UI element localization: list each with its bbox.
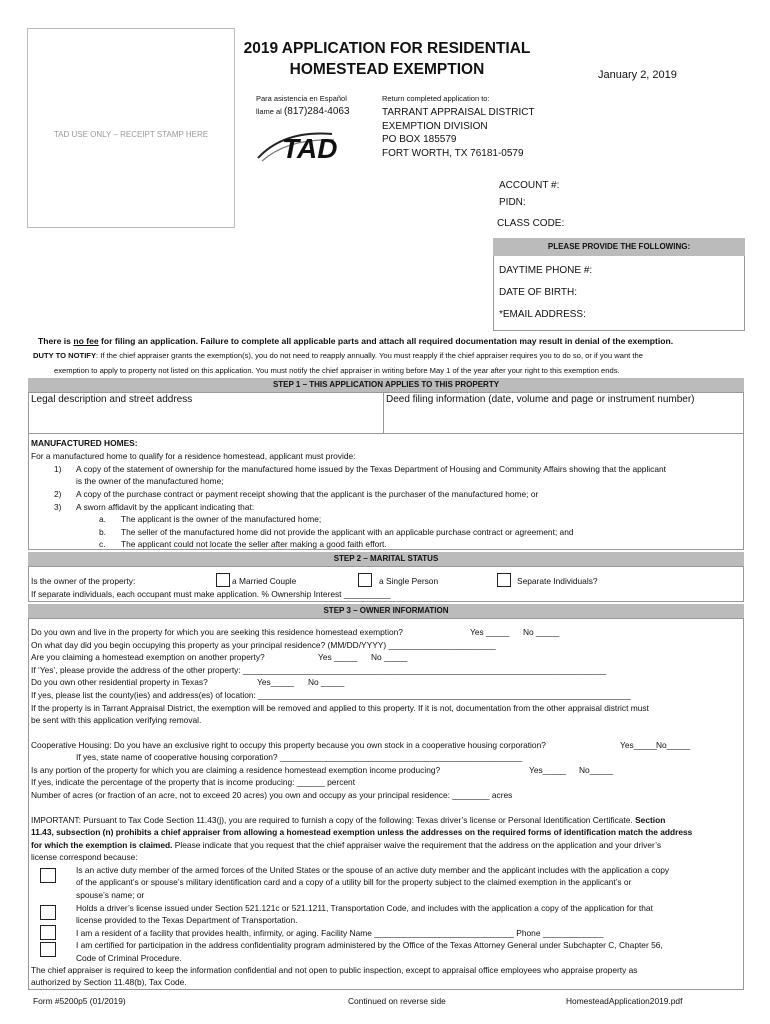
q-own-live: Do you own and live in the property for which you are seeking this residence homestead exemption? — [31, 627, 403, 637]
file-name: HomesteadApplication2019.pdf — [566, 996, 683, 1006]
step1-row-divider — [28, 433, 744, 434]
q-income-no[interactable]: No_____ — [579, 765, 613, 775]
waiver-military: Is an active duty member of the armed forces of the United States or the spouse of an active duty member and the applicant includes with the application a copy — [76, 865, 670, 875]
mh-sub: The applicant is the owner of the manufactured home; — [121, 514, 322, 524]
mh-item: A sworn affidavit by the applicant indicating that: — [76, 502, 255, 512]
step3-heading: STEP 3 – OWNER INFORMATION — [28, 604, 744, 618]
daytime-phone-field[interactable]: DAYTIME PHONE #: — [499, 265, 593, 276]
return-address: TARRANT APPRAISAL DISTRICT EXEMPTION DIVISION PO BOX 185579 FORT WORTH, TX 76181-0579 — [382, 107, 535, 159]
waiver-confidential-checkbox[interactable] — [40, 942, 56, 957]
step2-heading: STEP 2 – MARITAL STATUS — [28, 552, 744, 566]
separate-note: If separate individuals, each occupant must make application. % Ownership Interest __________ — [31, 589, 391, 599]
q-other-homestead: Are you claiming a homestead exemption on another property? — [31, 652, 265, 662]
separate-checkbox[interactable] — [497, 573, 511, 587]
email-field[interactable]: *EMAIL ADDRESS: — [499, 309, 586, 320]
q-other-address[interactable]: If ‘Yes’, please provide the address of the other property: ______________________________________________________________________________ — [31, 665, 607, 675]
continued-note: Continued on reverse side — [348, 996, 446, 1006]
fee-notice: There is no fee for filing an application. Failure to complete all applicable parts and attach all required documentation may result in denial of the exemption. — [38, 336, 674, 346]
important-note-3: for which the exemption is claimed. Please indicate that you request that the chief appraiser waive the requirement that the address on the application and your driver’s — [31, 840, 662, 850]
deed-filing-field[interactable]: Deed filing information (date, volume and page or instrument number) — [386, 394, 695, 405]
waiver-military-checkbox[interactable] — [40, 868, 56, 883]
receipt-stamp-area — [27, 28, 235, 228]
waiver-facility[interactable]: I am a resident of a facility that provides health, infirmity, or aging. Facility Name ______________________________ Phone _____________ — [76, 928, 604, 938]
q-income: Is any portion of the property for which you are claiming a residence homestead exemption income producing? — [31, 765, 441, 775]
married-checkbox[interactable] — [216, 573, 230, 587]
return-label: Return completed application to: — [382, 94, 490, 103]
married-label: a Married Couple — [232, 576, 297, 586]
tad-logo — [254, 124, 354, 164]
q-other-texas-yes[interactable]: Yes_____ — [257, 677, 294, 687]
owner-question: Is the owner of the property: — [31, 576, 136, 586]
q-coop-yes[interactable]: Yes_____ — [620, 740, 657, 750]
waiver-facility-checkbox[interactable] — [40, 925, 56, 940]
mh-sub-num: a. — [99, 514, 106, 524]
form-date: January 2, 2019 — [598, 69, 677, 81]
removal-note: If the property is in Tarrant Appraisal District, the exemption will be removed and applied to this property. If it is not, documentation from the other appraisal district must — [31, 703, 649, 713]
mh-item-num: 1) — [54, 464, 62, 474]
q-other-texas-no[interactable]: No _____ — [308, 677, 345, 687]
dob-field[interactable]: DATE OF BIRTH: — [499, 287, 577, 298]
single-label: a Single Person — [379, 576, 439, 586]
step1-heading: STEP 1 – THIS APPLICATION APPLIES TO THIS PROPERTY — [28, 378, 744, 392]
q-income-pct[interactable]: If yes, indicate the percentage of the property that is income producing: ______ percent — [31, 777, 356, 787]
mh-intro: For a manufactured home to qualify for a residence homestead, applicant must provide: — [31, 451, 356, 461]
confidential-note: The chief appraiser is required to keep the information confidential and not open to public inspection, except to appraisal office employees who appraise property as — [31, 965, 638, 975]
waiver-confidential: I am certified for participation in the address confidentiality program administered by the Office of the Texas Attorney General under Subchapter C, Chapter 56, — [76, 940, 663, 950]
account-label: ACCOUNT #: — [499, 180, 560, 191]
important-note-4: license correspond because: — [31, 852, 138, 862]
q-coop-no[interactable]: No_____ — [656, 740, 690, 750]
legal-description-field[interactable]: Legal description and street address — [31, 394, 193, 405]
class-code-label: CLASS CODE: — [497, 218, 565, 229]
mh-item: A copy of the statement of ownership for the manufactured home issued by the Texas Department of Housing and Community Affairs showing that the applicant — [76, 464, 666, 474]
step1-divider — [383, 392, 384, 434]
mh-heading: MANUFACTURED HOMES: — [31, 438, 138, 448]
q-county-address[interactable]: If yes, please list the county(ies) and address(es) of location: ________________________________________________________________________________ — [31, 690, 631, 700]
tad-logo-text: TAD — [282, 133, 338, 164]
waiver-military-cont: of the applicant’s or spouse’s military identification card and a copy of a utility bill for the property subject to the claimed exemption in the applicant’s or — [76, 877, 632, 887]
q-other-homestead-no[interactable]: No _____ — [371, 652, 408, 662]
form-number: Form #5200p5 (01/2019) — [33, 996, 126, 1006]
q-coop-name[interactable]: If yes, state name of cooperative housing corporation? ____________________________________________________ — [76, 752, 523, 762]
q-own-live-no[interactable]: No _____ — [523, 627, 560, 637]
waiver-license-checkbox[interactable] — [40, 905, 56, 920]
waiver-military-cont2: spouse’s name; or — [76, 890, 145, 900]
important-note: IMPORTANT: Pursuant to Tax Code Section 11.43(j), you are required to furnish a copy of the following: Texas driver’s license or Personal Identification Certificate. Section — [31, 815, 666, 825]
mh-sub-num: b. — [99, 527, 106, 537]
stamp-label: TAD USE ONLY – RECEIPT STAMP HERE — [53, 130, 209, 139]
mh-sub: The seller of the manufactured home did not provide the applicant with an applicable purchase contract or agreement; and — [121, 527, 574, 537]
confidential-note-cont: authorized by Section 11.48(b), Tax Code. — [31, 977, 187, 987]
pidn-label: PIDN: — [499, 197, 526, 208]
page-title: 2019 APPLICATION FOR RESIDENTIAL HOMESTEAD EXEMPTION — [243, 40, 531, 78]
q-acres[interactable]: Number of acres (or fraction of an acre, not to exceed 20 acres) you own and occupy as your principal residence: ________ acres — [31, 790, 513, 800]
waiver-confidential-cont: Code of Criminal Procedure. — [76, 953, 182, 963]
duty-notice-line2: exemption to apply to property not listed on this application. You must notify the chief appraiser in writing before May 1 of the year after your right to this exemption ends. — [54, 366, 620, 375]
mh-item-num: 2) — [54, 489, 62, 499]
q-income-yes[interactable]: Yes_____ — [529, 765, 566, 775]
separate-label: Separate Individuals? — [517, 576, 598, 586]
q-coop: Cooperative Housing: Do you have an exclusive right to occupy this property because you own stock in a cooperative housing corporation? — [31, 740, 546, 750]
duty-notice: DUTY TO NOTIFY: If the chief appraiser grants the exemption(s), you do not need to reapply annually. You must reapply if the chief appraiser requires you to do so, or if you want the — [33, 351, 643, 360]
important-note-2: 11.43, subsection (n) prohibits a chief appraiser from allowing a homestead exemption unless the addresses on the required forms of identification match the address — [31, 827, 693, 837]
mh-item-cont: is the owner of the manufactured home; — [76, 476, 224, 486]
spanish-assist: Para asistencia en Español — [256, 94, 347, 103]
q-other-texas: Do you own other residential property in Texas? — [31, 677, 208, 687]
waiver-license: Holds a driver’s license issued under Section 521.121c or 521.1211, Transportation Code, and includes with the application a copy of the application for that — [76, 903, 653, 913]
mh-item: A copy of the purchase contract or payment receipt showing that the applicant is the purchaser of the manufactured home; or — [76, 489, 539, 499]
waiver-license-cont: license provided to the Texas Department of Transportation. — [76, 915, 298, 925]
single-checkbox[interactable] — [358, 573, 372, 587]
q-occupy-date[interactable]: On what day did you begin occupying this property as your principal residence? (MM/DD/YYYY) _______________________ — [31, 640, 496, 650]
mh-item-num: 3) — [54, 502, 62, 512]
removal-note-cont: be sent with this application verifying removal. — [31, 715, 202, 725]
spanish-phone-line: llame al (817)284-4063 — [256, 106, 350, 117]
mh-sub: The applicant could not locate the seller after making a good faith effort. — [121, 539, 387, 549]
q-own-live-yes[interactable]: Yes _____ — [470, 627, 510, 637]
mh-sub-num: c. — [99, 539, 106, 549]
q-other-homestead-yes[interactable]: Yes _____ — [318, 652, 358, 662]
contact-info-heading: PLEASE PROVIDE THE FOLLOWING: — [493, 238, 745, 256]
